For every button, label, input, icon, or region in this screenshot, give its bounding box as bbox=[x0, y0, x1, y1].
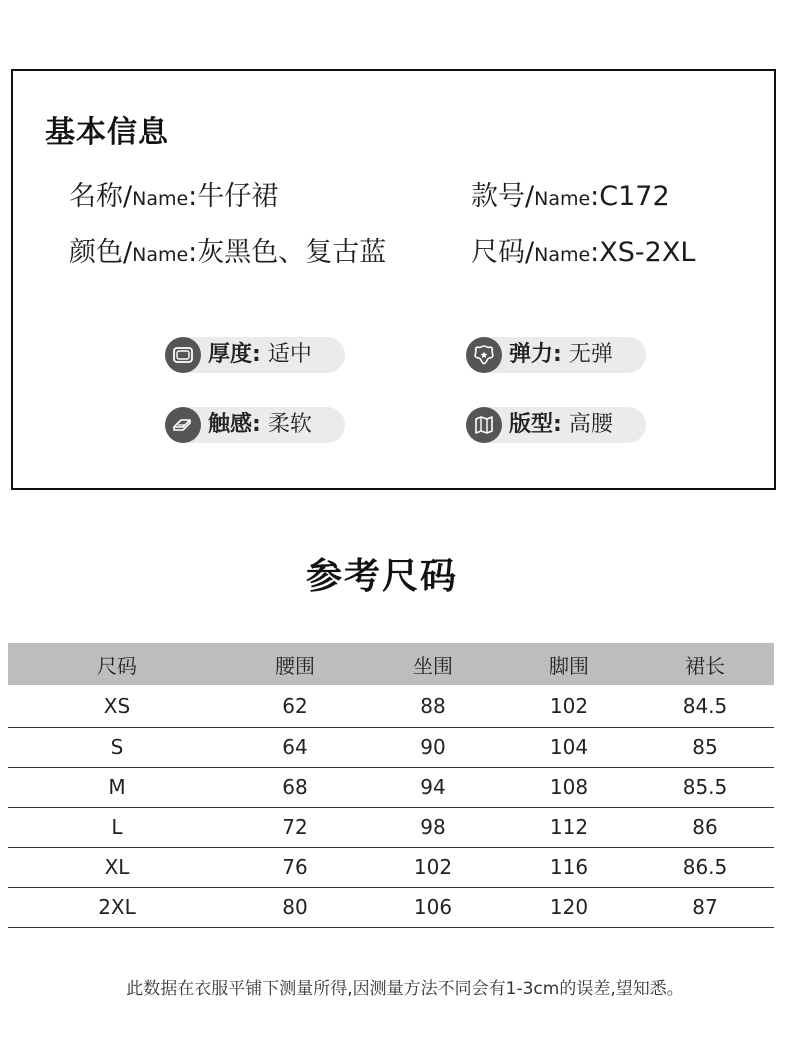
table-cell: L bbox=[8, 807, 226, 847]
table-cell: 90 bbox=[364, 727, 502, 767]
field-value: 牛仔裙 bbox=[197, 181, 279, 212]
attribute-text bbox=[208, 407, 312, 443]
field-label: 款号 bbox=[471, 181, 525, 212]
attribute-label: 版型 bbox=[509, 412, 554, 437]
field-size-range bbox=[471, 235, 695, 273]
field-label: 颜色 bbox=[69, 237, 123, 268]
table-cell: XL bbox=[8, 847, 226, 887]
table-cell: S bbox=[8, 727, 226, 767]
field-label-en: Name bbox=[534, 244, 591, 266]
field-colon: : bbox=[188, 237, 198, 268]
table-cell: 112 bbox=[502, 807, 636, 847]
attribute-texture bbox=[165, 407, 345, 443]
table-row bbox=[8, 807, 774, 847]
table-cell: 106 bbox=[364, 887, 502, 927]
table-cell: 68 bbox=[226, 767, 364, 807]
attribute-thickness bbox=[165, 337, 345, 373]
column-header-hip: 坐围 bbox=[364, 643, 502, 685]
table-cell: 80 bbox=[226, 887, 364, 927]
attribute-value: 适中 bbox=[267, 342, 312, 367]
column-header-hem: 脚围 bbox=[502, 643, 636, 685]
field-colon: : bbox=[590, 181, 600, 212]
table-header-row bbox=[8, 643, 774, 685]
column-header-length: 裙长 bbox=[636, 643, 774, 685]
table-cell: 87 bbox=[636, 887, 774, 927]
size-table bbox=[8, 643, 774, 928]
texture-icon bbox=[165, 407, 201, 443]
attribute-text bbox=[208, 337, 312, 373]
field-separator: / bbox=[123, 181, 133, 212]
table-cell: 62 bbox=[226, 685, 364, 727]
attribute-colon: : bbox=[553, 412, 562, 437]
basic-info-panel bbox=[11, 69, 776, 490]
attribute-elasticity bbox=[466, 337, 646, 373]
attribute-colon: : bbox=[252, 342, 261, 367]
attribute-value: 柔软 bbox=[267, 412, 312, 437]
field-label-en: Name bbox=[132, 244, 189, 266]
attribute-fit bbox=[466, 407, 646, 443]
table-cell: 120 bbox=[502, 887, 636, 927]
field-value: XS-2XL bbox=[599, 237, 696, 268]
field-separator: / bbox=[525, 181, 535, 212]
attribute-colon: : bbox=[553, 342, 562, 367]
attribute-text bbox=[509, 407, 613, 443]
table-cell: 88 bbox=[364, 685, 502, 727]
table-cell: 64 bbox=[226, 727, 364, 767]
attribute-value: 高腰 bbox=[568, 412, 613, 437]
field-label-en: Name bbox=[534, 188, 591, 210]
table-cell: 98 bbox=[364, 807, 502, 847]
size-chart-title: 参考尺码 bbox=[305, 556, 458, 597]
table-cell: 86.5 bbox=[636, 847, 774, 887]
column-header-waist: 腰围 bbox=[226, 643, 364, 685]
table-cell: 84.5 bbox=[636, 685, 774, 727]
table-cell: 102 bbox=[502, 685, 636, 727]
attribute-label: 弹力 bbox=[509, 342, 554, 367]
field-label: 名称 bbox=[69, 181, 123, 212]
fit-icon bbox=[466, 407, 502, 443]
table-row bbox=[8, 847, 774, 887]
table-row bbox=[8, 887, 774, 927]
table-cell: XS bbox=[8, 685, 226, 727]
attribute-value: 无弹 bbox=[568, 342, 613, 367]
table-cell: 116 bbox=[502, 847, 636, 887]
field-value: 灰黑色、复古蓝 bbox=[197, 237, 387, 268]
field-label: 尺码 bbox=[471, 237, 525, 268]
table-cell: 86 bbox=[636, 807, 774, 847]
table-cell: 2XL bbox=[8, 887, 226, 927]
elasticity-icon bbox=[466, 337, 502, 373]
table-cell: 108 bbox=[502, 767, 636, 807]
attribute-text bbox=[509, 337, 613, 373]
table-cell: 94 bbox=[364, 767, 502, 807]
table-cell: 72 bbox=[226, 807, 364, 847]
field-separator: / bbox=[525, 237, 535, 268]
field-colon: : bbox=[590, 237, 600, 268]
thickness-icon bbox=[165, 337, 201, 373]
field-colon: : bbox=[188, 181, 198, 212]
measurement-note: 此数据在衣服平铺下测量所得,因测量方法不同会有1-3cm的误差,望知悉。 bbox=[126, 979, 684, 999]
attribute-label: 厚度 bbox=[208, 342, 253, 367]
table-cell: 85.5 bbox=[636, 767, 774, 807]
field-color bbox=[69, 235, 386, 273]
field-value: C172 bbox=[599, 181, 670, 212]
attribute-colon: : bbox=[252, 412, 261, 437]
table-cell: 76 bbox=[226, 847, 364, 887]
attribute-label: 触感 bbox=[208, 412, 253, 437]
field-label-en: Name bbox=[132, 188, 189, 210]
basic-info-title: 基本信息 bbox=[45, 115, 169, 150]
field-style-number bbox=[471, 179, 670, 217]
table-cell: M bbox=[8, 767, 226, 807]
table-cell: 104 bbox=[502, 727, 636, 767]
table-row bbox=[8, 727, 774, 767]
table-row bbox=[8, 685, 774, 727]
table-row bbox=[8, 767, 774, 807]
field-separator: / bbox=[123, 237, 133, 268]
column-header-size: 尺码 bbox=[8, 643, 226, 685]
table-cell: 85 bbox=[636, 727, 774, 767]
field-product-name bbox=[69, 179, 278, 217]
table-cell: 102 bbox=[364, 847, 502, 887]
